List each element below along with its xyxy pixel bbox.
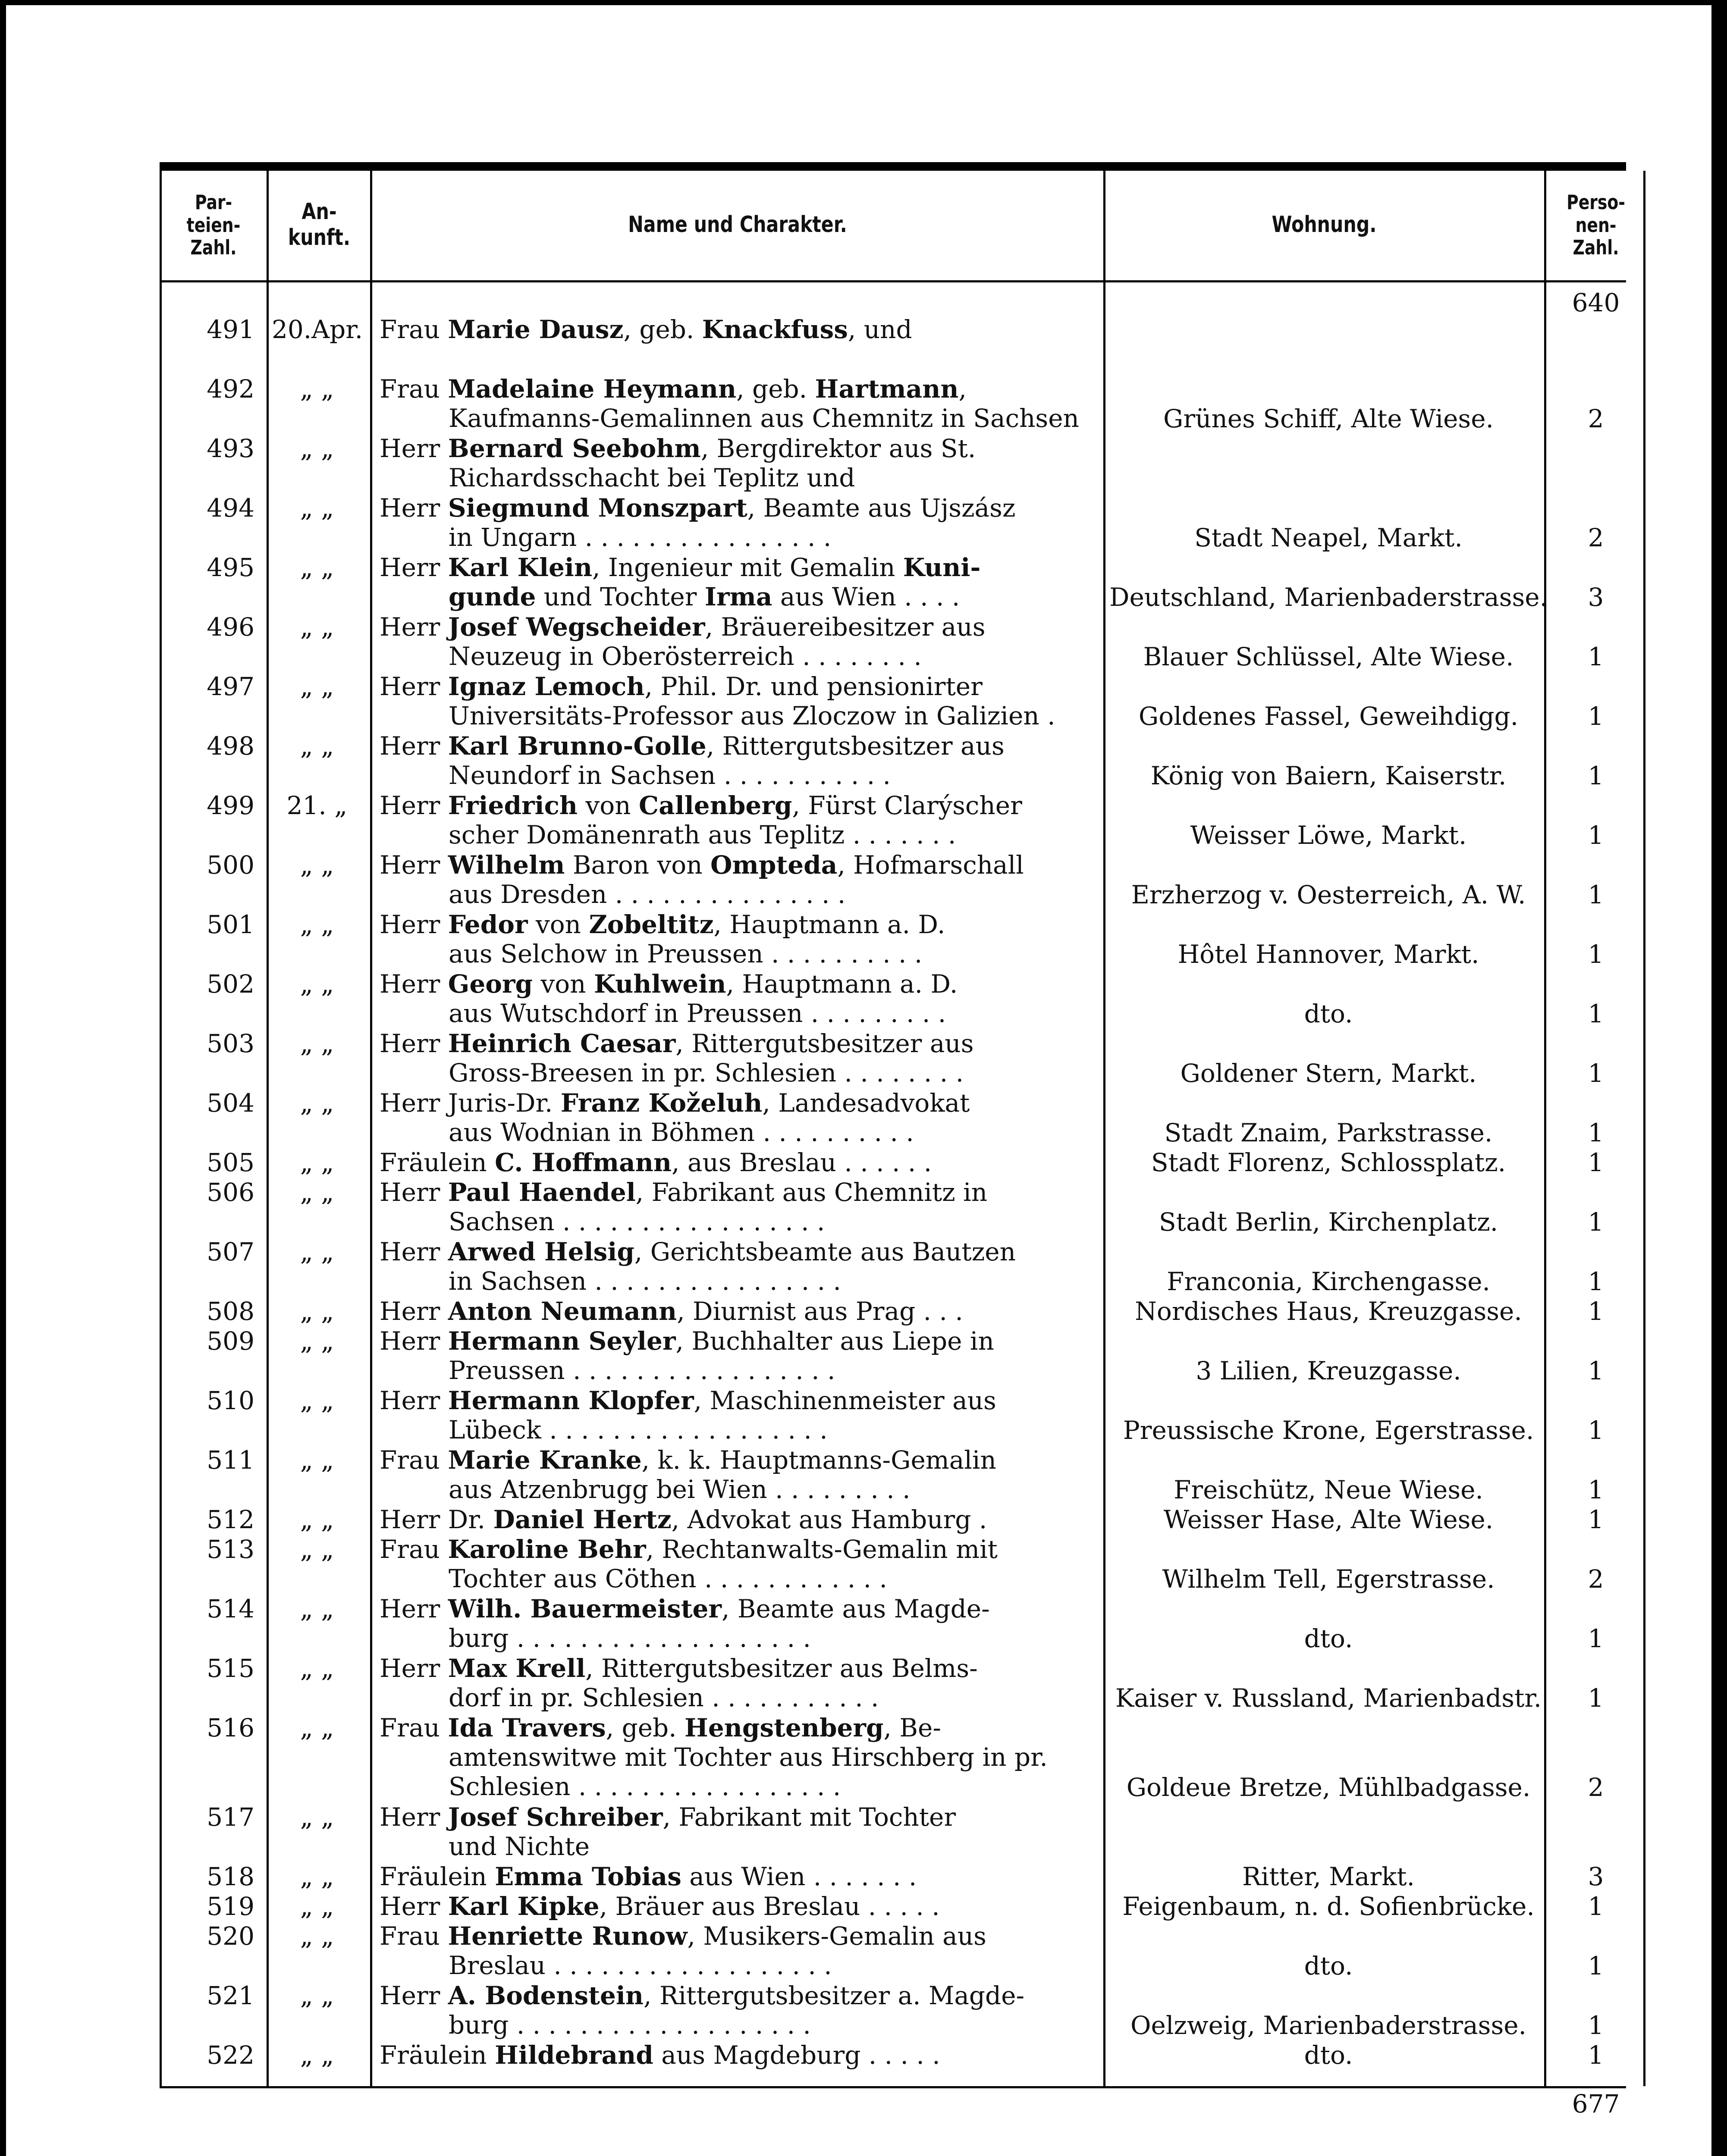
table-row	[0, 374, 1727, 434]
wohnung: Preussische Krone, Egerstrasse.	[1123, 1416, 1534, 1445]
name-und-charakter	[380, 850, 1091, 909]
table-row	[0, 1029, 1727, 1088]
table-row	[0, 910, 1727, 969]
name-und-charakter	[380, 612, 1091, 671]
name-line-2: aus Selchow in Preussen . . . . . . . . . .	[449, 939, 923, 968]
table-row	[0, 1178, 1727, 1237]
name-und-charakter	[380, 1445, 1091, 1504]
table-row	[0, 612, 1727, 672]
parteien-zahl: 500	[207, 850, 254, 880]
table-row	[0, 2040, 1727, 2070]
name-line-2: Preussen . . . . . . . . . . . . . . . . .	[449, 1356, 835, 1385]
parteien-zahl: 504	[207, 1088, 254, 1118]
name-line-1: Fräulein Hildebrand aus Magdeburg . . . . .	[380, 2040, 940, 2070]
wohnung: Goldener Stern, Markt.	[1180, 1059, 1477, 1088]
name-line-1: Frau Ida Travers, geb. Hengstenberg, Be-	[380, 1713, 941, 1742]
personen-zahl: 2	[1588, 1564, 1604, 1594]
name-und-charakter	[380, 1029, 1091, 1087]
name-line-1: Fräulein C. Hoffmann, aus Breslau . . . . . .	[380, 1148, 932, 1177]
name-line-2: burg . . . . . . . . . . . . . . . . . . .	[449, 1623, 811, 1653]
parteien-zahl: 501	[207, 910, 254, 939]
name-line-2: Breslau . . . . . . . . . . . . . . . . . .	[449, 1951, 832, 1980]
name-line-2: Gross-Breesen in pr. Schlesien . . . . . . . .	[449, 1058, 964, 1087]
ankunft-date: „ „	[300, 1386, 334, 1415]
ankunft-date: „ „	[300, 1713, 334, 1742]
name-und-charakter	[380, 1297, 1091, 1326]
personen-zahl: 1	[1588, 1475, 1604, 1504]
name-und-charakter	[380, 374, 1091, 433]
parteien-zahl: 491	[207, 315, 254, 344]
name-line-1: Herr Dr. Daniel Hertz, Advokat aus Hamburg .	[380, 1505, 987, 1534]
parteien-zahl: 514	[207, 1594, 254, 1623]
ankunft-date: „ „	[300, 1178, 334, 1207]
table-row	[0, 1088, 1727, 1148]
name-line-1: Herr Max Krell, Rittergutsbesitzer aus Belms-	[380, 1654, 978, 1683]
parteien-zahl: 522	[207, 2040, 254, 2070]
name-und-charakter	[380, 1535, 1091, 1593]
name-line-1: Fräulein Emma Tobias aus Wien . . . . . . .	[380, 1862, 917, 1891]
table-row	[0, 850, 1727, 910]
name-line-1: Herr Ignaz Lemoch, Phil. Dr. und pensionirter	[380, 672, 983, 701]
name-line-2: aus Wutschdorf in Preussen . . . . . . . . .	[449, 999, 946, 1028]
wohnung: dto.	[1304, 1624, 1353, 1653]
header-name-und-charakter: Name und Charakter.	[628, 212, 847, 238]
parteien-zahl: 494	[207, 493, 254, 523]
name-line-2: aus Wodnian in Böhmen . . . . . . . . . .	[449, 1118, 914, 1147]
name-line-1: Herr Karl Klein, Ingenieur mit Gemalin Kuni-	[380, 553, 981, 582]
parteien-zahl: 505	[207, 1148, 254, 1177]
parteien-zahl: 506	[207, 1178, 254, 1207]
name-line-2: und Nichte	[449, 1832, 590, 1861]
ankunft-date: „ „	[300, 969, 334, 999]
name-und-charakter	[380, 731, 1091, 790]
wohnung: Stadt Florenz, Schlossplatz.	[1151, 1148, 1506, 1177]
wohnung: Stadt Znaim, Parkstrasse.	[1164, 1118, 1493, 1147]
name-line-3: Schlesien . . . . . . . . . . . . . . . . .	[449, 1772, 841, 1801]
personen-zahl: 1	[1588, 999, 1604, 1028]
parteien-zahl: 493	[207, 434, 254, 463]
name-und-charakter	[380, 1862, 1091, 1891]
ankunft-date: „ „	[300, 553, 334, 582]
table-row	[0, 1445, 1727, 1505]
wohnung: Ritter, Markt.	[1242, 1862, 1415, 1891]
name-line-1: Frau Marie Kranke, k. k. Hauptmanns-Gemalin	[380, 1445, 996, 1475]
scan-border-top	[0, 0, 1727, 5]
name-line-2: Sachsen . . . . . . . . . . . . . . . . .	[449, 1207, 825, 1236]
ankunft-date: „ „	[300, 1088, 334, 1118]
wohnung: Erzherzog v. Oesterreich, A. W.	[1131, 880, 1526, 909]
table-row	[0, 1981, 1727, 2040]
name-line-1: Herr Josef Schreiber, Fabrikant mit Tochter	[380, 1802, 956, 1832]
personen-zahl: 1	[1588, 1683, 1604, 1713]
wohnung: Grünes Schiff, Alte Wiese.	[1163, 404, 1494, 433]
table-bottom-rule	[160, 2086, 1626, 2088]
name-line-1: Herr Friedrich von Callenberg, Fürst Clarýscher	[380, 791, 1022, 820]
name-und-charakter	[380, 791, 1091, 849]
table-row	[0, 553, 1727, 612]
wohnung: Wilhelm Tell, Egerstrasse.	[1162, 1564, 1495, 1594]
name-line-1: Herr Fedor von Zobeltitz, Hauptmann a. D.	[380, 910, 945, 939]
name-und-charakter	[380, 1326, 1091, 1385]
table-row	[0, 315, 1727, 374]
personen-zahl: 1	[1588, 940, 1604, 969]
personen-zahl: 1	[1588, 1207, 1604, 1237]
wohnung: Kaiser v. Russland, Marienbadstr.	[1115, 1683, 1542, 1713]
table-row	[0, 1594, 1727, 1654]
ankunft-date: „ „	[300, 612, 334, 642]
name-line-2: burg . . . . . . . . . . . . . . . . . . .	[449, 2010, 811, 2040]
name-und-charakter	[380, 1713, 1091, 1801]
personen-zahl: 1	[1588, 2040, 1604, 2070]
carry-over-count: 640	[1572, 288, 1620, 317]
name-line-2: dorf in pr. Schlesien . . . . . . . . . . .	[449, 1683, 879, 1712]
header-personen-zahl: Perso- nen- Zahl.	[1567, 190, 1625, 260]
ankunft-date: „ „	[300, 1148, 334, 1177]
ankunft-date: „ „	[300, 1237, 334, 1266]
table-row	[0, 1862, 1727, 1892]
name-und-charakter	[380, 1386, 1091, 1445]
ankunft-date: „ „	[300, 731, 334, 761]
name-und-charakter	[380, 1981, 1091, 2040]
ankunft-date: „ „	[300, 1921, 334, 1951]
header-ankunft: An- kunft.	[288, 199, 351, 251]
personen-zahl: 2	[1588, 404, 1604, 433]
table-row	[0, 1535, 1727, 1594]
personen-zahl: 1	[1588, 642, 1604, 671]
name-line-1: Herr Arwed Helsig, Gerichtsbeamte aus Bautzen	[380, 1237, 1016, 1266]
ankunft-date: „ „	[300, 1981, 334, 2010]
name-line-1: Herr A. Bodenstein, Rittergutsbesitzer a. Magde-	[380, 1981, 1025, 2010]
table-row	[0, 1892, 1727, 1921]
personen-zahl: 1	[1588, 761, 1604, 790]
name-und-charakter	[380, 672, 1091, 730]
parteien-zahl: 519	[207, 1892, 254, 1921]
wohnung: dto.	[1304, 1951, 1353, 1981]
personen-zahl: 1	[1588, 702, 1604, 731]
personen-zahl: 1	[1588, 821, 1604, 850]
name-und-charakter	[380, 493, 1091, 552]
table-row	[0, 969, 1727, 1029]
table-row	[0, 434, 1727, 493]
name-und-charakter	[380, 1505, 1091, 1534]
personen-zahl: 1	[1588, 1416, 1604, 1445]
name-und-charakter	[380, 434, 1091, 492]
name-und-charakter	[380, 1802, 1091, 1861]
table-row	[0, 1326, 1727, 1386]
name-und-charakter	[380, 2040, 1091, 2070]
table-row	[0, 791, 1727, 850]
name-line-2: Tochter aus Cöthen . . . . . . . . . . . .	[449, 1564, 887, 1593]
table-row	[0, 493, 1727, 553]
ankunft-date: „ „	[300, 1029, 334, 1058]
name-und-charakter	[380, 1654, 1091, 1712]
table-row	[0, 1654, 1727, 1713]
wohnung: Goldenes Fassel, Geweihdigg.	[1138, 702, 1519, 731]
name-line-1: Herr Josef Wegscheider, Bräuereibesitzer aus	[380, 612, 986, 642]
personen-zahl: 2	[1588, 523, 1604, 552]
wohnung: Oelzweig, Marienbaderstrasse.	[1130, 2011, 1526, 2040]
total-persons: 677	[1572, 2089, 1620, 2118]
name-und-charakter	[380, 910, 1091, 968]
table-row	[0, 731, 1727, 791]
table-row	[0, 672, 1727, 731]
name-line-1: Herr Heinrich Caesar, Rittergutsbesitzer aus	[380, 1029, 974, 1058]
name-line-2: Neundorf in Sachsen . . . . . . . . . . .	[449, 761, 891, 790]
name-line-2: amtenswitwe mit Tochter aus Hirschberg in pr.	[449, 1742, 1048, 1772]
parteien-zahl: 520	[207, 1921, 254, 1951]
wohnung: dto.	[1304, 999, 1353, 1028]
name-line-2: Neuzeug in Oberösterreich . . . . . . . .	[449, 642, 922, 671]
name-line-2: Richardsschacht bei Teplitz und	[449, 463, 855, 492]
personen-zahl: 1	[1588, 1356, 1604, 1385]
name-line-2: aus Atzenbrugg bei Wien . . . . . . . . .	[449, 1475, 911, 1504]
name-und-charakter	[380, 1178, 1091, 1236]
wohnung: Weisser Löwe, Markt.	[1190, 821, 1467, 850]
wohnung: Nordisches Haus, Kreuzgasse.	[1135, 1297, 1522, 1326]
parteien-zahl: 496	[207, 612, 254, 642]
wohnung: Freischütz, Neue Wiese.	[1174, 1475, 1483, 1504]
table-header-rule	[160, 280, 1626, 282]
name-line-1: Frau Madelaine Heymann, geb. Hartmann,	[380, 374, 967, 404]
parteien-zahl: 517	[207, 1802, 254, 1832]
ankunft-date: „ „	[300, 1654, 334, 1683]
ankunft-date: „ „	[300, 1594, 334, 1623]
name-line-2: Universitäts-Professor aus Zloczow in Galizien .	[449, 701, 1055, 730]
ankunft-date: „ „	[300, 374, 334, 404]
wohnung: Feigenbaum, n. d. Sofienbrücke.	[1122, 1892, 1535, 1921]
parteien-zahl: 510	[207, 1386, 254, 1415]
table-row	[0, 1802, 1727, 1862]
name-line-2: Kaufmanns-Gemalinnen aus Chemnitz in Sachsen	[449, 404, 1079, 433]
ankunft-date: „ „	[300, 1326, 334, 1356]
ankunft-date: „ „	[300, 672, 334, 701]
name-line-2: aus Dresden . . . . . . . . . . . . . . .	[449, 880, 846, 909]
ankunft-date: „ „	[300, 910, 334, 939]
name-line-1: Frau Karoline Behr, Rechtanwalts-Gemalin mit	[380, 1535, 998, 1564]
name-line-2: in Sachsen . . . . . . . . . . . . . . . .	[449, 1266, 841, 1296]
wohnung: König von Baiern, Kaiserstr.	[1150, 761, 1507, 790]
wohnung: Stadt Neapel, Markt.	[1194, 523, 1463, 552]
parteien-zahl: 521	[207, 1981, 254, 2010]
name-und-charakter	[380, 1892, 1091, 1921]
parteien-zahl: 516	[207, 1713, 254, 1742]
personen-zahl: 1	[1588, 1505, 1604, 1534]
name-und-charakter	[380, 1594, 1091, 1653]
ankunft-date: „ „	[300, 1862, 334, 1891]
ankunft-date: „ „	[300, 493, 334, 523]
table-row	[0, 1297, 1727, 1326]
table-row	[0, 1505, 1727, 1535]
parteien-zahl: 511	[207, 1445, 254, 1475]
name-und-charakter	[380, 1088, 1091, 1147]
wohnung: 3 Lilien, Kreuzgasse.	[1196, 1356, 1461, 1385]
wohnung: Goldeue Bretze, Mühlbadgasse.	[1126, 1773, 1531, 1802]
name-line-1: Herr Hermann Klopfer, Maschinenmeister aus	[380, 1386, 996, 1415]
name-line-2: Lübeck . . . . . . . . . . . . . . . . . .	[449, 1415, 828, 1445]
wohnung: Franconia, Kirchengasse.	[1167, 1267, 1490, 1296]
parteien-zahl: 512	[207, 1505, 254, 1534]
personen-zahl: 1	[1588, 1267, 1604, 1296]
table-top-rule	[160, 162, 1626, 171]
personen-zahl: 1	[1588, 2011, 1604, 2040]
name-line-1: Herr Wilh. Bauermeister, Beamte aus Magde-	[380, 1594, 990, 1623]
name-line-1: Herr Siegmund Monszpart, Beamte aus Ujszász	[380, 493, 1016, 523]
name-line-1: Frau Marie Dausz, geb. Knackfuss, und	[380, 315, 912, 344]
name-line-2: in Ungarn . . . . . . . . . . . . . . . .	[449, 523, 832, 552]
ankunft-date: 21. „	[286, 791, 348, 820]
name-line-1: Herr Wilhelm Baron von Ompteda, Hofmarschall	[380, 850, 1024, 880]
personen-zahl: 1	[1588, 1624, 1604, 1653]
header-parteien-zahl: Par- teien- Zahl.	[186, 190, 241, 260]
parteien-zahl: 507	[207, 1237, 254, 1266]
personen-zahl: 1	[1588, 1059, 1604, 1088]
table-row	[0, 1921, 1727, 1981]
table-row	[0, 1237, 1727, 1297]
ankunft-date: 20.Apr.	[272, 315, 363, 344]
name-und-charakter	[380, 1148, 1091, 1177]
name-line-1: Herr Hermann Seyler, Buchhalter aus Liepe in	[380, 1326, 994, 1356]
personen-zahl: 1	[1588, 1892, 1604, 1921]
ankunft-date: „ „	[300, 1892, 334, 1921]
name-line-1: Herr Karl Kipke, Bräuer aus Breslau . . . . .	[380, 1892, 940, 1921]
parteien-zahl: 503	[207, 1029, 254, 1058]
header-wohnung: Wohnung.	[1272, 212, 1377, 238]
parteien-zahl: 502	[207, 969, 254, 999]
personen-zahl: 2	[1588, 1773, 1604, 1802]
personen-zahl: 1	[1588, 1951, 1604, 1981]
parteien-zahl: 499	[207, 791, 254, 820]
table-row	[0, 1713, 1727, 1802]
name-line-1: Herr Anton Neumann, Diurnist aus Prag . . .	[380, 1297, 963, 1326]
personen-zahl: 1	[1588, 1297, 1604, 1326]
wohnung: Stadt Berlin, Kirchenplatz.	[1159, 1207, 1498, 1237]
personen-zahl: 1	[1588, 1148, 1604, 1177]
parteien-zahl: 497	[207, 672, 254, 701]
name-und-charakter	[380, 315, 1091, 344]
ankunft-date: „ „	[300, 1802, 334, 1832]
name-line-1: Herr Bernard Seebohm, Bergdirektor aus St.	[380, 434, 976, 463]
ankunft-date: „ „	[300, 1445, 334, 1475]
name-line-2: scher Domänenrath aus Teplitz . . . . . . .	[449, 820, 956, 849]
parteien-zahl: 515	[207, 1654, 254, 1683]
ankunft-date: „ „	[300, 1297, 334, 1326]
parteien-zahl: 513	[207, 1535, 254, 1564]
name-und-charakter	[380, 553, 1091, 611]
parteien-zahl: 518	[207, 1862, 254, 1891]
name-und-charakter	[380, 969, 1091, 1028]
wohnung: Deutschland, Marienbaderstrasse.	[1109, 583, 1548, 612]
name-und-charakter	[380, 1921, 1091, 1980]
personen-zahl: 3	[1588, 583, 1604, 612]
ankunft-date: „ „	[300, 2040, 334, 2070]
ankunft-date: „ „	[300, 1505, 334, 1534]
personen-zahl: 1	[1588, 880, 1604, 909]
table-row	[0, 1148, 1727, 1178]
parteien-zahl: 498	[207, 731, 254, 761]
parteien-zahl: 495	[207, 553, 254, 582]
name-line-2: gunde und Tochter Irma aus Wien . . . .	[449, 582, 960, 611]
ankunft-date: „ „	[300, 1535, 334, 1564]
wohnung: dto.	[1304, 2040, 1353, 2070]
name-line-1: Herr Juris-Dr. Franz Koželuh, Landesadvokat	[380, 1088, 970, 1118]
wohnung: Blauer Schlüssel, Alte Wiese.	[1143, 642, 1514, 671]
table-row	[0, 1386, 1727, 1445]
wohnung: Weisser Hase, Alte Wiese.	[1163, 1505, 1494, 1534]
name-line-1: Herr Paul Haendel, Fabrikant aus Chemnitz in	[380, 1178, 988, 1207]
parteien-zahl: 492	[207, 374, 254, 404]
personen-zahl: 1	[1588, 1118, 1604, 1147]
wohnung: Hôtel Hannover, Markt.	[1178, 940, 1479, 969]
name-und-charakter	[380, 1237, 1091, 1296]
parteien-zahl: 508	[207, 1297, 254, 1326]
parteien-zahl: 509	[207, 1326, 254, 1356]
name-line-1: Frau Henriette Runow, Musikers-Gemalin aus	[380, 1921, 986, 1951]
name-line-1: Herr Karl Brunno-Golle, Rittergutsbesitzer aus	[380, 731, 1005, 761]
personen-zahl: 3	[1588, 1862, 1604, 1891]
ankunft-date: „ „	[300, 850, 334, 880]
ankunft-date: „ „	[300, 434, 334, 463]
name-line-1: Herr Georg von Kuhlwein, Hauptmann a. D.	[380, 969, 958, 999]
